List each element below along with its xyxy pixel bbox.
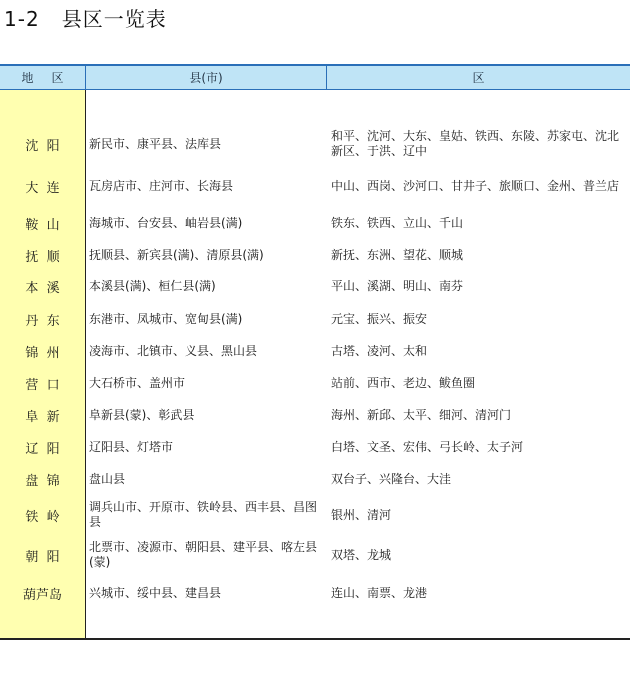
district-cell: 平山、溪湖、明山、南芬	[331, 279, 464, 293]
district-cell: 白塔、文圣、宏伟、弓长岭、太子河	[331, 440, 524, 454]
table-row	[0, 463, 630, 495]
city-cell: 营 口	[25, 378, 60, 393]
city-cell: 阜 新	[25, 410, 60, 425]
city-cell: 抚 顺	[25, 250, 60, 265]
county-cell: 抚顺县、新宾县(满)、清原县(满)	[89, 248, 264, 262]
table-header	[0, 64, 630, 90]
city-cell: 鞍 山	[25, 218, 60, 233]
district-cell: 银州、清河	[331, 508, 392, 522]
city-cell: 沈 阳	[25, 139, 60, 154]
city-cell: 丹 东	[25, 314, 60, 329]
county-cell: 瓦房店市、庄河市、长海县	[89, 179, 234, 193]
district-cell: 连山、南票、龙港	[331, 586, 428, 600]
district-cell: 新抚、东洲、望花、顺城	[331, 248, 464, 262]
table-row	[0, 431, 630, 463]
table-row	[0, 499, 630, 531]
county-cell: 凌海市、北镇市、义县、黑山县	[89, 344, 258, 358]
county-cell: 北票市、凌源市、朝阳县、建平县、喀左县(蒙)	[89, 540, 318, 569]
district-cell: 铁东、铁西、立山、千山	[331, 216, 464, 230]
city-cell: 锦 州	[25, 346, 60, 361]
city-cell: 大 连	[25, 181, 60, 196]
page-title: 1-2 县区一览表	[4, 7, 167, 31]
city-cell: 朝 阳	[25, 550, 60, 565]
county-cell: 新民市、康平县、法库县	[89, 137, 222, 151]
header-region: 地区	[0, 66, 86, 90]
district-cell: 中山、西岗、沙河口、甘井子、旅顺口、金州、普兰店	[331, 179, 620, 193]
table-row	[0, 303, 630, 335]
table-row	[0, 207, 630, 239]
table-bottom-rule	[0, 638, 630, 640]
table-row	[0, 367, 630, 399]
county-cell: 兴城市、绥中县、建昌县	[89, 586, 222, 600]
district-cell: 古塔、凌河、太和	[331, 344, 428, 358]
table-row	[0, 539, 630, 571]
county-cell: 调兵山市、开原市、铁岭县、西丰县、昌图县	[89, 500, 318, 529]
district-cell: 双塔、龙城	[331, 548, 392, 562]
county-cell: 本溪县(满)、桓仁县(满)	[89, 279, 216, 293]
table-row	[0, 170, 630, 202]
district-cell: 双台子、兴隆台、大洼	[331, 472, 452, 486]
table-row	[0, 577, 630, 609]
table-row	[0, 270, 630, 302]
district-cell: 站前、西市、老边、鲅鱼圈	[331, 376, 476, 390]
city-cell: 葫芦岛	[22, 588, 62, 603]
county-cell: 大石桥市、盖州市	[89, 376, 186, 390]
county-cell: 阜新县(蒙)、彰武县	[89, 408, 195, 422]
district-cell: 元宝、振兴、振安	[331, 312, 428, 326]
city-cell: 本 溪	[25, 281, 60, 296]
county-cell: 辽阳县、灯塔市	[89, 440, 174, 454]
city-cell: 盘 锦	[25, 474, 60, 489]
county-district-table	[0, 64, 630, 639]
table-row	[0, 239, 630, 271]
county-cell: 盘山县	[89, 472, 126, 486]
county-cell: 海城市、台安县、岫岩县(满)	[89, 216, 243, 230]
district-cell: 和平、沈河、大东、皇姑、铁西、东陵、苏家屯、沈北新区、于洪、辽中	[331, 129, 620, 158]
table-row	[0, 335, 630, 367]
table-row	[0, 399, 630, 431]
city-cell: 铁 岭	[25, 510, 60, 525]
county-cell: 东港市、凤城市、宽甸县(满)	[89, 312, 243, 326]
header-district: 区	[472, 71, 485, 85]
district-cell: 海州、新邱、太平、细河、清河门	[331, 408, 512, 422]
city-cell: 辽 阳	[25, 442, 60, 457]
header-county: 县(市)	[86, 66, 327, 90]
table-row	[0, 128, 630, 160]
